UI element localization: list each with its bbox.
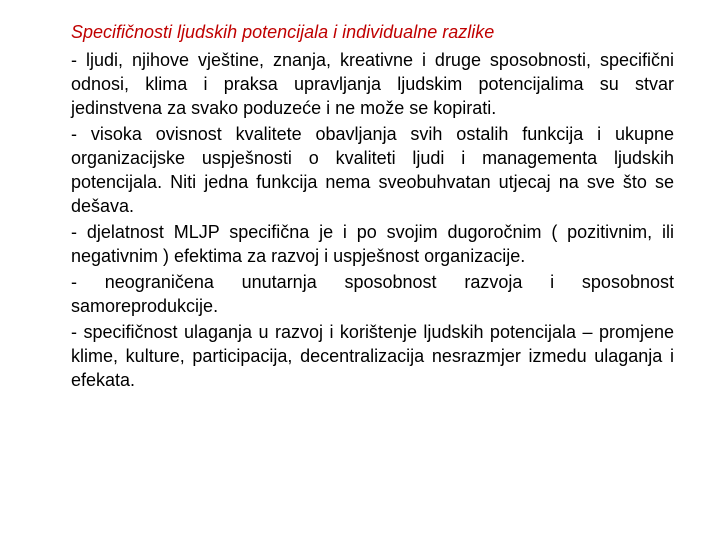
paragraph-investment-specificity: - specifičnost ulaganja u razvoj i korištenje ljudskih potencijala – promjene klime, kulture, participacija, decentralizacija nesrazmjer izmedu ulaganja i efekata. (71, 322, 674, 390)
slide-body (71, 48, 674, 392)
paragraph-dependency: - visoka ovisnost kvalitete obavljanja svih ostalih funkcija i ukupne organizacijske uspješnosti o kvaliteti ljudi i managementa ljudskih potencijala. Niti jedna funkcija nema sveobuhvatan utjecaj na sve što se dešava. (71, 124, 674, 216)
paragraph-long-term-effects: - djelatnost MLJP specifična je i po svojim dugoročnim ( pozitivnim, ili negativnim ) efektima za razvoj i uspješnost organizacije. (71, 222, 674, 266)
slide-title: Specifičnosti ljudskih potencijala i individualne razlike (71, 22, 495, 42)
paragraph-development-capacity: - neograničena unutarnja sposobnost razvoja i sposobnost samoreprodukcije. (71, 272, 674, 316)
paragraph-unique-people: - ljudi, njihove vještine, znanja, kreativne i druge sposobnosti, specifični odnosi, klima i praksa upravljanja ljudskim potencijalima su stvar jedinstvena za svako poduzeće i ne može se kopirati. (71, 50, 674, 118)
